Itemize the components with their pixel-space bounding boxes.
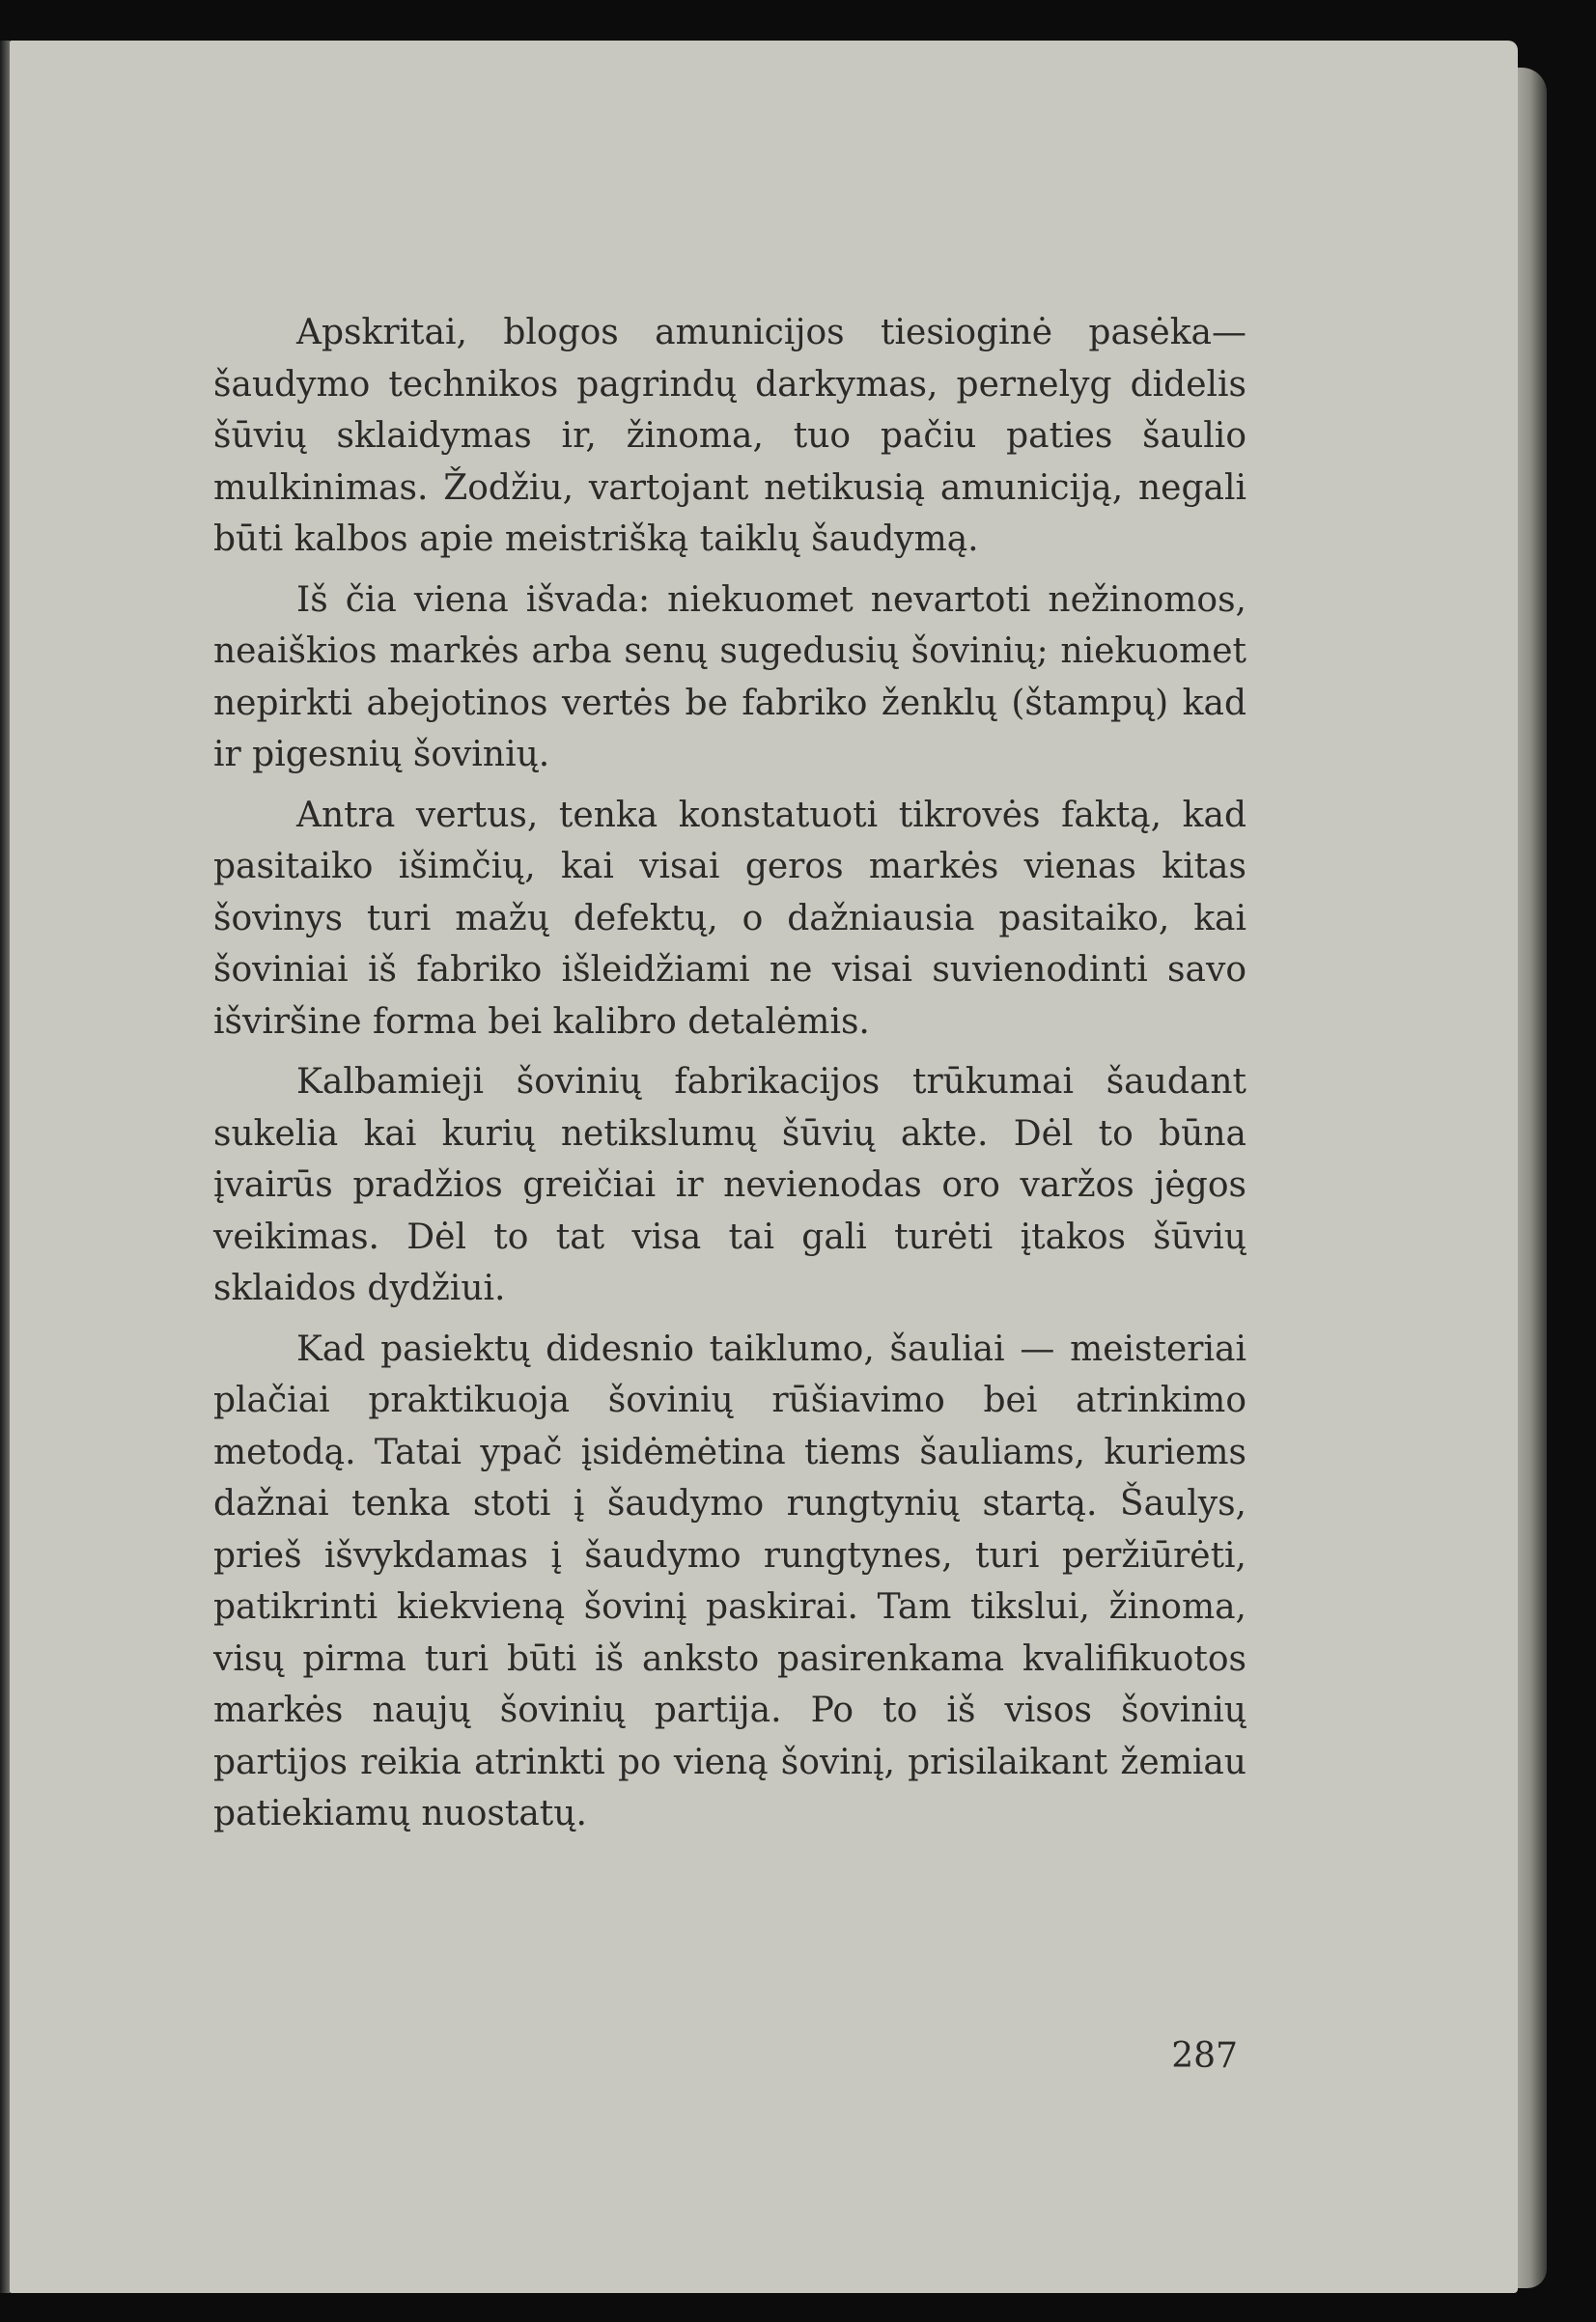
- page-number: 287: [1171, 2036, 1238, 2076]
- body-text: [213, 307, 1246, 1840]
- page-left-edge: [0, 41, 10, 2293]
- paragraph-2: Iš čia viena išvada: niekuomet nevartoti nežinomos, neaiškios markės arba senų sugedusių šovinių; niekuomet nepirkti abejotinos vertės be fabriko ženklų (štampų) kad ir pigesnių šovinių.: [213, 579, 1246, 774]
- paragraph-4: Kalbamieji šovinių fabrikacijos trūkumai šaudant sukelia kai kurių netikslumų šūvių akte. Dėl to būna įvairūs pradžios greičiai ir nevienodas oro varžos jėgos veikimas. Dėl to tat visa tai gali turėti įtakos šūvių sklaidos dydžiui.: [213, 1062, 1246, 1308]
- paragraph-3: Antra vertus, tenka konstatuoti tikrovės faktą, kad pasitaiko išimčių, kai visai geros markės vienas kitas šovinys turi mažų defektų, o dažniausia pasitaiko, kai šoviniai iš fabriko išleidžiami ne visai suvienodinti savo išviršine forma bei kalibro detalėmis.: [213, 795, 1246, 1042]
- paragraph-5: Kad pasiektų didesnio taiklumo, šauliai — meisteriai plačiai praktikuoja šovinių rūšiavimo bei atrinkimo metodą. Tatai ypač įsidėmėtina tiems šauliams, kuriems dažnai tenka stoti į šaudymo rungtynių startą. Šaulys, prieš išvykdamas į šaudymo rungtynes, turi peržiūrėti, patikrinti kiekvieną šovinį paskirai. Tam tikslui, žinoma, visų pirma turi būti iš anksto pasirenkama kvalifikuotos markės naujų šovinių partija. Po to iš visos šovinių partijos reikia atrinkti po vieną šovinį, prisilaikant žemiau patiekiamų nuostatų.: [213, 1329, 1246, 1833]
- paragraph-1: Apskritai, blogos amunicijos tiesioginė pasėka— šaudymo technikos pagrindų darkymas, pernelyg didelis šūvių sklaidymas ir, žinoma, tuo pačiu paties šaulio mulkinimas. Žodžiu, vartojant netikusią amuniciją, negali būti kalbos apie meistrišką taiklų šaudymą.: [213, 313, 1246, 559]
